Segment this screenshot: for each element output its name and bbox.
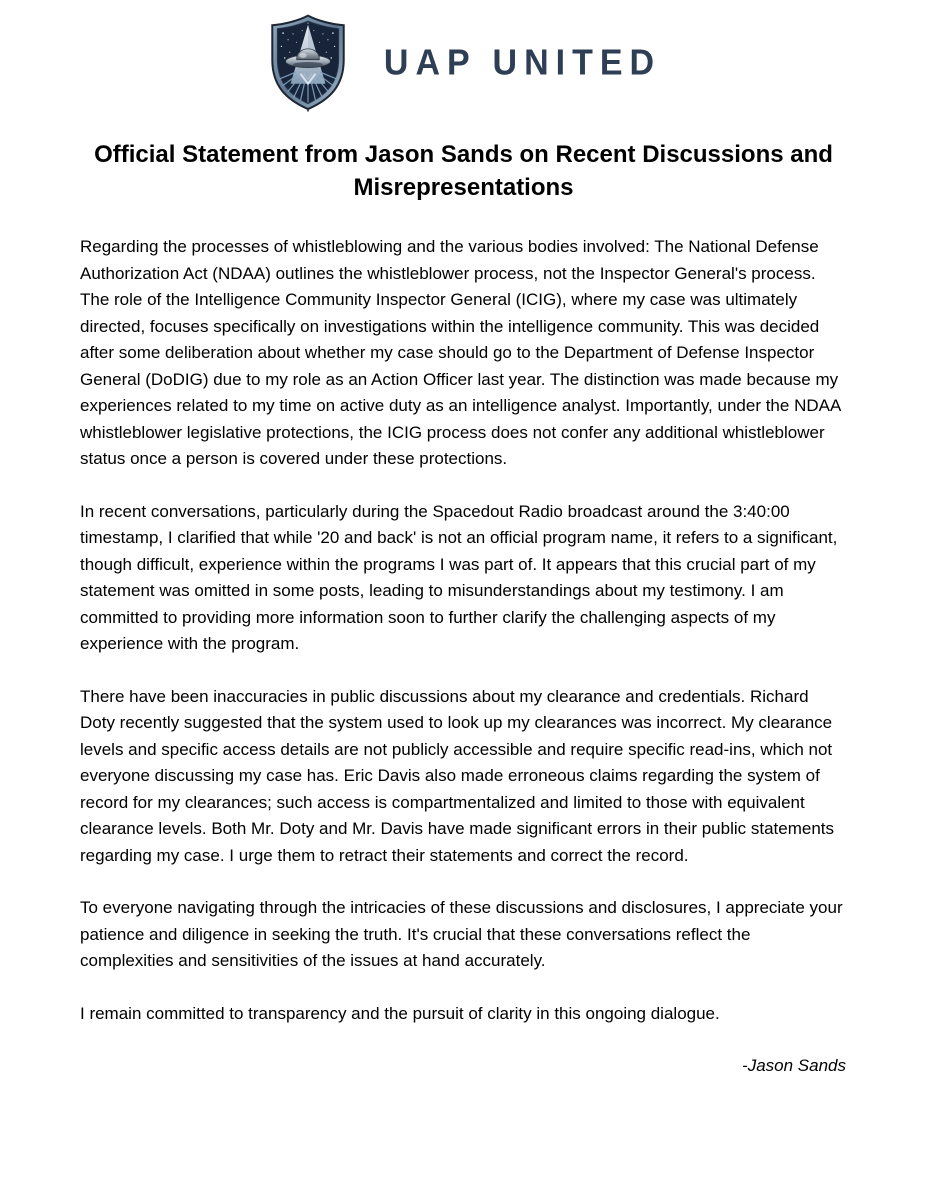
statement-body: [80, 234, 846, 1080]
statement-paragraph-5: I remain committed to transparency and the pursuit of clarity in this ongoing dialogue.: [80, 1003, 720, 1023]
statement-paragraph-2: In recent conversations, particularly during the Spacedout Radio broadcast around the 3:40:00 timestamp, I clarified that while '20 and back' is not an official program name, it refers to a significant, though difficult, experience within the programs I was part of. It appears that this crucial part of my statement was omitted in some posts, leading to misunderstandings about my testimony. I am committed to providing more information soon to further clarify the challenging aspects of my experience with the program.: [80, 501, 838, 653]
brand-name: UAP UNITED: [383, 42, 662, 83]
statement-paragraph-4: To everyone navigating through the intricacies of these discussions and disclosures, I appreciate your patience and diligence in seeking the truth. It's crucial that these conversations reflect the complexities and sensitivities of the issues at hand accurately.: [80, 898, 843, 970]
signature: -Jason Sands: [742, 1056, 846, 1075]
page-title: Official Statement from Jason Sands on Recent Discussions and Misrepresentations: [94, 141, 833, 201]
shield-ufo-pyramid-logo-icon: [266, 14, 350, 112]
statement-paragraph-1: Regarding the processes of whistleblowing and the various bodies involved: The National Defense Authorization Act (NDAA) outlines the whistleblower process, not the Inspector General's process. The role of the Intelligence Community Inspector General (ICIG), where my case was ultimately directed, focuses specifically on investigations within the intelligence community. This was decided after some deliberation about whether my case should go to the Department of Defense Inspector General (DoDIG) due to my role as an Action Officer last year. The distinction was made because my experiences related to my time on active duty as an intelligence analyst. Importantly, under the NDAA whistleblower legislative protections, the ICIG process does not confer any additional whistleblower status once a person is covered under these protections.: [80, 237, 841, 468]
statement-paragraph-3: There have been inaccuracies in public discussions about my clearance and credentials. Richard Doty recently suggested that the system used to look up my clearances was incorrect. My clearance levels and specific access details are not publicly accessible and require specific read-ins, which not everyone discussing my case has. Eric Davis also made erroneous claims regarding the system of record for my clearances; such access is compartmentalized and limited to those with equivalent clearance levels. Both Mr. Doty and Mr. Davis have made significant errors in their public statements regarding my case. I urge them to retract their statements and correct the record.: [80, 686, 835, 865]
logo: [80, 14, 847, 112]
